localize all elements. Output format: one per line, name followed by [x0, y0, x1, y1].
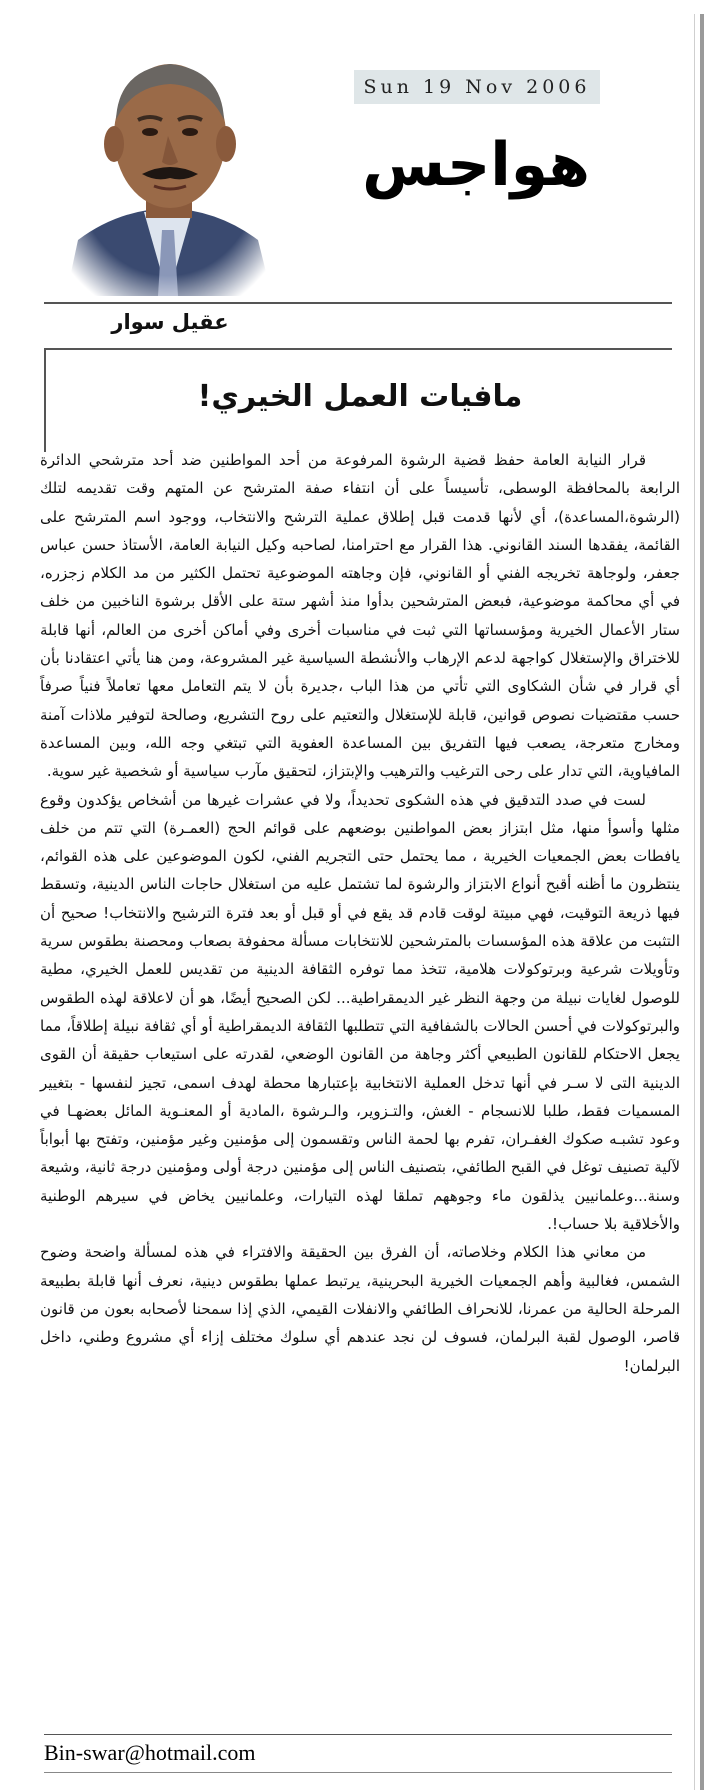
author-name: عقيل سوار	[111, 310, 229, 334]
article-paragraph: من معاني هذا الكلام وخلاصاته، أن الفرق بين الحقيقة والافتراء في هذه لمسألة واضحة وضوح الشمس، فغالبية وأهم الجمعيات الخيرية البحرينية، يرتبط عملها بطقوس دينية، نعرف أنها قابلة بطبيعة المرحلة الحالية من عمرنا، للانحراف الطائفي والانفلات القيمي، الذي إذا سمحنا لأصحابه بعون من قانون قاصر، الوصول لقبة البرلمان، فسوف لن نجد عندهم أي سلوك مختلف إزاء أي مشروع وطني، داخل البرلمان!	[40, 1243, 680, 1375]
author-portrait	[58, 40, 278, 296]
header-divider	[44, 302, 672, 304]
footer-divider	[44, 1734, 672, 1735]
article-paragraph: لست في صدد التدقيق في هذه الشكوى تحديداً، ولا في عشرات غيرها من أشخاص يؤكدون وقوع مثلها وأسوأ منها، مثل ابتزاز بعض المواطنين بوضعهم على قوائم الحج (العمـرة) التي تتم من خلف يافطات بعض الجمعيات الخيرية ، مما يحتمل حتى التجريم الفني، لكون الموضوعين على هذه القوائم، ينتظرون ما أظنه أقبح أنواع الابتزاز والرشوة لما تشتمل عليه من استغلال حاجات الناس الدينية، وتسقط فيها ذريعة التوقيت، فهي مبيتة لوقت قادم قد يقع في أو قبل أو بعد فترة الترشيح والانتخاب! صحيح أن التثبت من علاقة هذه المؤسسات بالمترشحين للانتخابات مسألة محفوفة بصعاب ومحصنة بطقوس سرية وتأويلات شرعية وبرتوكولات هلامية، تتخذ مما توفره الثقافة الدينية من تقديس للعمل الخيري، مطية للوصول لغايات نبيلة من وجهة النظر غير الديمقراطية... لكن الصحيح أيضًا، هو أن لاعلاقة لهذه الطقوس والبرتوكولات في أحسن الحالات بالشفافية التي تتطلبها الثقافة الديمقراطية أو أي ثقافة نبيلة إطلاقاً، مما يجعل الاحتكام للقانون الطبيعي أكثر وجاهة من القانون الوضعي، لقدرته على استيعاب حقيقة أن القوى الدينية التى لا سـر في أنها تدخل العملية الانتخابية بإعتبارها محطة لهدف اسمى، تجيز لنفسها - بتغيير المسميات فقط، طلبا للانسجام - الغش، والتـزوير، والـرشوة ،المادية أو المعنـوية المائل بعضهـا في وعود تشبـه صكوك الغفـران، تفرم بها لحمة الناس وتقسمون إلى مؤمنين وغير مؤمنين، وتفتح بها أبواباً لآلية تصنيف توغل في القبح الطائفي، بتصنيف الناس إلى مؤمنين درجة أولى ومؤمنين درجة ثانية، وشيعة وسنة...وعلمانيين يذلقون ماء وجوههم تملقا لهذه التيارات، وعلمانيين يخاض في سيرهم الوطنية والأخلاقية بلا حساب!.	[40, 790, 680, 1234]
article-paragraph: قرار النيابة العامة حفظ قضية الرشوة المرفوعة من أحد المواطنين ضد أحد مترشحي الدائرة الرابعة بالمحافظة الوسطى، تأسيساً على أن انتفاء صفة المترشح عن المتهم وقت تقديمه لتلك (الرشوة،المساعدة)، أي لأنها قدمت قبل إطلاق عملية الترشح والانتخاب، ووجود اسم المترشح على القائمة، يفقدها السند القانوني. هذا القرار مع احترامنا، لصاحبه وكيل النيابة العامة، الأستاذ حسن عباس جعفر، ولوجاهة تخريجه الفني أو القانوني، فإن وجاهته الموضوعية تحتمل الكثير من مد الكلام زجزره، في أي محاكمة موضوعية، فبعض المترشحين بدأوا منذ أشهر ستة على الأقل برشوة الناخبين من خلف ستار الأعمال الخيرية ومؤسساتها التي ثبت في مناسبات أخرى وفي أماكن أخرى من العالم، أنها قابلة للاختراق والإستغلال كواجهة لدعم الإرهاب والأنشطة السياسية غير المشروعة، ومن هنا يأتي اعتقادنا بأن أي قرار في شأن الشكاوى التي تأتي من هذا الباب ،جديرة بأن لا يتم التعامل معها تعاملاً فنياً صرفاً حسب مقتضيات نصوص قوانين، قابلة للإستغلال والتعتيم على روح التشريع، وصالحة لتوفير ملاذات آمنة ومخارج متعرجة، يصعب فيها التفريق بين المساعدة العفوية التي تبتغي وجه الله، وبين المساعدة المافياوية، التي تدار على رحى الترغيب والترهيب والإبتزاز، لتحقيق مآرب سياسية أو شخصية غير سوية.	[40, 451, 680, 781]
footer-bottom-divider	[44, 1772, 672, 1773]
author-email[interactable]: Bin-swar@hotmail.com	[44, 1740, 256, 1765]
page-edge-line	[694, 14, 695, 1790]
column-title: هواجس	[362, 130, 590, 200]
article-body	[40, 446, 680, 1380]
publication-date: Sun 19 Nov 2006	[354, 70, 600, 104]
article-title: مافيات العمل الخيري!	[197, 379, 523, 414]
page-edge-rule	[700, 14, 704, 1790]
